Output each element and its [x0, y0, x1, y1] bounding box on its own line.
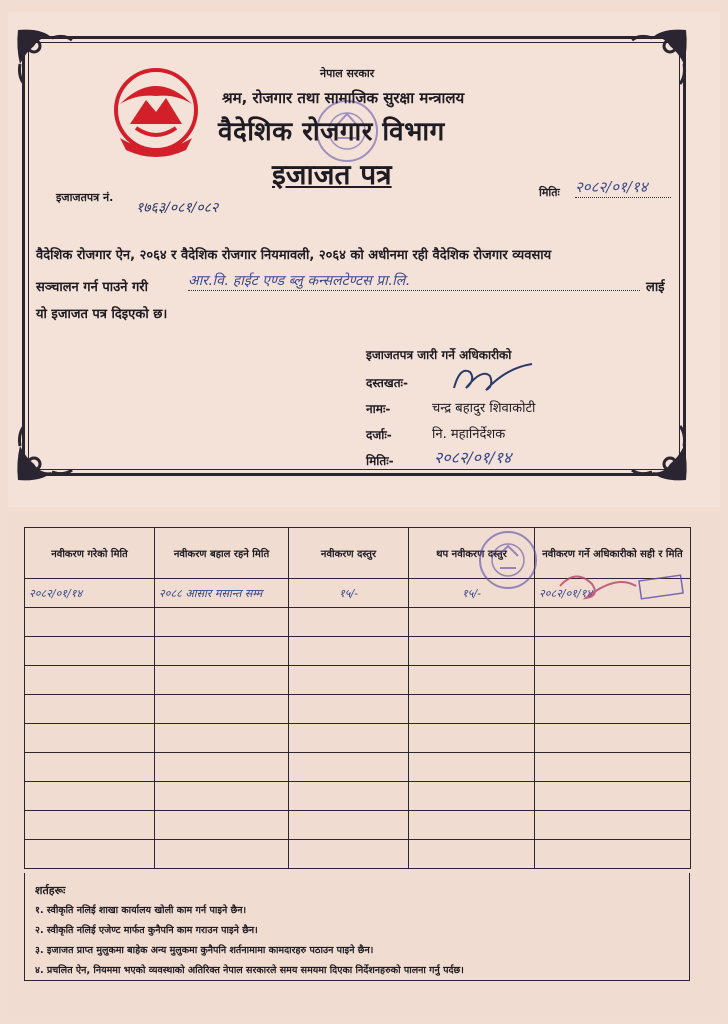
table-cell: [25, 753, 155, 782]
authority-rank: नि. महानिर्देशक: [432, 427, 506, 442]
table-cell: [409, 637, 535, 666]
table-cell: [155, 637, 289, 666]
company-name: आर.वि. हाईट एण्ड ब्लु कन्सलटेण्टस प्रा.लि.: [188, 271, 640, 291]
table-cell: [535, 840, 691, 869]
authority-stamp-icon: [556, 566, 686, 606]
table-cell: [409, 782, 535, 811]
table-cell: [155, 666, 289, 695]
authority-name: चन्द्र बहादुर शिवाकोटी: [432, 401, 536, 416]
corner-ornament-icon: [628, 422, 692, 486]
department-stamp-icon: [476, 528, 540, 592]
table-row: [25, 724, 691, 753]
table-cell: [155, 811, 289, 840]
body-line-2-suffix: लाई: [646, 280, 665, 295]
term-item: १. स्वीकृति नलिई शाखा कार्यालय खोली काम गर्न पाइने छैन।: [35, 905, 247, 916]
department-name: वैदेशिक रोजगार विभाग: [218, 117, 445, 147]
term-item: ३. इजाजत प्राप्त मुलुकमा बाहेक अन्य मुलुकमा कुनैपनि शर्तनामामा कामदारहरु पठाउन पाइने छैन।: [35, 945, 374, 956]
table-cell: [289, 782, 409, 811]
body-line-2-prefix: सञ्चालन गर्न पाउने गरी: [36, 280, 148, 295]
terms-section: [24, 873, 690, 981]
corner-ornament-icon: [12, 24, 76, 88]
issue-date: २०८२/०१/१४: [575, 177, 671, 198]
table-cell: [289, 608, 409, 637]
name-label: नामः-: [366, 402, 391, 416]
table-row: [25, 695, 691, 724]
table-cell: [409, 753, 535, 782]
page-title: इजाजत पत्र: [272, 158, 392, 191]
authority-heading: इजाजतपत्र जारी गर्ने अधिकारीको: [366, 348, 512, 362]
table-row: [25, 608, 691, 637]
ministry-name: श्रम, रोजगार तथा सामाजिक सुरक्षा मन्त्रालय: [222, 89, 465, 107]
table-cell: [25, 695, 155, 724]
table-cell: [535, 637, 691, 666]
table-row: [25, 840, 691, 869]
table-cell: [25, 608, 155, 637]
table-row: [25, 666, 691, 695]
authority-date: २०८२/०१/१४: [434, 448, 512, 467]
table-cell: [535, 782, 691, 811]
table-cell: [409, 840, 535, 869]
table-cell: [155, 695, 289, 724]
column-header: नवीकरण दस्तुर: [289, 528, 409, 579]
table-cell: [25, 666, 155, 695]
signature-label: दस्तखतः-: [366, 376, 408, 390]
table-cell: [535, 608, 691, 637]
table-cell: [25, 637, 155, 666]
permit-number-label: इजाजतपत्र नं.: [56, 191, 114, 204]
table-cell: [535, 724, 691, 753]
table-cell: [409, 608, 535, 637]
rank-label: दर्जाः-: [366, 428, 392, 442]
term-item: २. स्वीकृति नलिई एजेण्ट मार्फत कुनैपनि काम गराउन पाइने छैन।: [35, 925, 258, 936]
table-cell: [535, 811, 691, 840]
authority-date-label: मितिः-: [366, 454, 394, 468]
table-cell: [155, 608, 289, 637]
table-cell: [25, 840, 155, 869]
table-cell: २०८२/०१/१४: [25, 579, 155, 608]
table-cell: [409, 695, 535, 724]
corner-ornament-icon: [628, 24, 692, 88]
table-cell: [25, 782, 155, 811]
table-cell: [25, 724, 155, 753]
term-item: ४. प्रचलित ऐन, नियममा भएको व्यवस्थाको अतिरिक्त नेपाल सरकारले समय समयमा दिएका निर्देशनहरुको पालना गर्नु पर्दछ।: [35, 965, 464, 976]
column-header: नवीकरण बहाल रहने मिति: [155, 528, 289, 579]
corner-ornament-icon: [12, 422, 76, 486]
table-cell: [289, 637, 409, 666]
column-header: थप नवीकरण दस्तुर: [409, 528, 535, 579]
table-cell: [289, 840, 409, 869]
table-cell: [409, 811, 535, 840]
table-cell: [289, 753, 409, 782]
government-name: नेपाल सरकार: [320, 67, 375, 80]
table-cell: २०८२/०१/१४: [535, 579, 691, 608]
table-cell: १५/-: [289, 579, 409, 608]
table-cell: [535, 695, 691, 724]
table-cell: [289, 724, 409, 753]
table-cell: [289, 811, 409, 840]
table-cell: [289, 666, 409, 695]
column-header: नवीकरण गरेको मिति: [25, 528, 155, 579]
terms-heading: शर्तहरूः: [35, 884, 66, 897]
signature-icon: [446, 358, 536, 398]
table-cell: [409, 666, 535, 695]
table-row: [25, 753, 691, 782]
body-line-1: वैदेशिक रोजगार ऐन, २०६४ र वैदेशिक रोजगार नियमावली, २०६४ को अधीनमा रही वैदेशिक रोजगार व्यवसाय: [36, 248, 552, 263]
table-cell: [155, 753, 289, 782]
table-cell: १५/-: [409, 579, 535, 608]
table-cell: [155, 840, 289, 869]
table-cell: [535, 666, 691, 695]
table-row: [25, 637, 691, 666]
table-cell: [155, 782, 289, 811]
permit-number: १७६३/०८१/०८२: [136, 200, 219, 216]
column-header: नवीकरण गर्ने अधिकारीको सही र मिति: [535, 528, 691, 579]
table-cell: [155, 724, 289, 753]
table-cell: [535, 753, 691, 782]
table-cell: २०८८ आसार मसान्त सम्म: [155, 579, 289, 608]
table-cell: [25, 811, 155, 840]
issue-date-label: मितिः: [539, 186, 560, 199]
table-cell: [289, 695, 409, 724]
table-cell: [409, 724, 535, 753]
body-line-3: यो इजाजत पत्र दिइएको छ।: [36, 307, 168, 322]
table-row: [25, 811, 691, 840]
nepal-emblem-icon: [106, 64, 206, 160]
table-row: [25, 782, 691, 811]
